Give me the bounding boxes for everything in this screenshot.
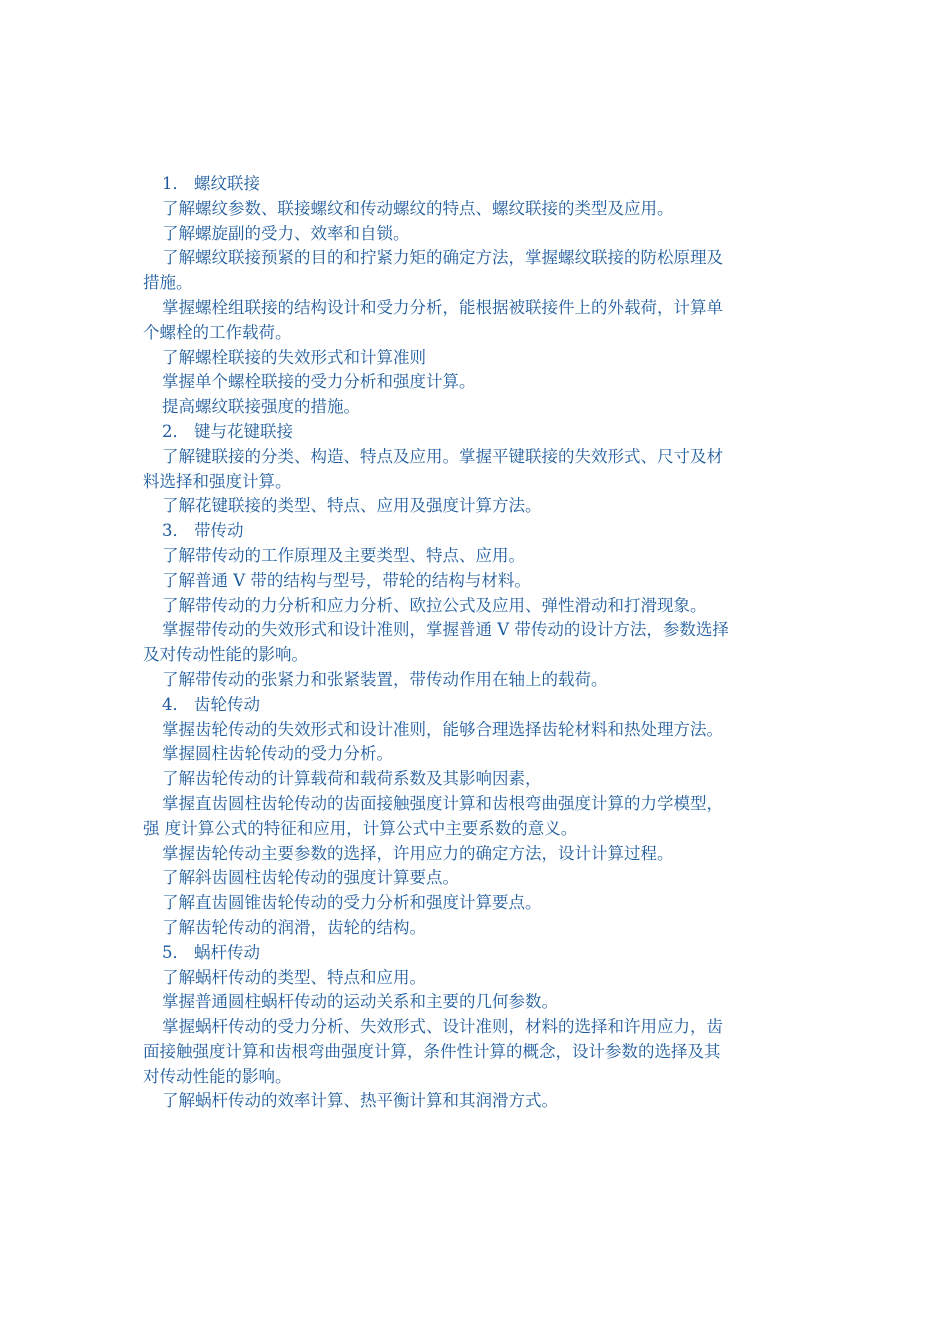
section-heading	[143, 172, 731, 197]
paragraph: 掌握螺栓组联接的结构设计和受力分析，能根据被联接件上的外载荷，计算单个螺栓的工作载荷。	[143, 297, 723, 342]
paragraph: 提高螺纹联接强度的措施。	[162, 397, 360, 417]
section-key-connection	[143, 420, 731, 519]
paragraph: 了解齿轮传动的计算载荷和载荷系数及其影响因素，	[162, 769, 542, 789]
paragraph: 了解螺纹参数、联接螺纹和传动螺纹的特点、螺纹联接的类型及应用。	[162, 198, 674, 218]
section-heading	[143, 519, 731, 544]
paragraph: 了解斜齿圆柱齿轮传动的强度计算要点。	[162, 868, 459, 888]
paragraph: 了解蜗杆传动的类型、特点和应用。	[162, 967, 426, 987]
paragraph: 了解带传动的力分析和应力分析、欧拉公式及应用、弹性滑动和打滑现象。	[162, 595, 707, 615]
paragraph: 掌握蜗杆传动的受力分析、失效形式、设计准则，材料的选择和许用应力，齿面接触强度计算和齿根弯曲强度计算，条件性计算的概念，设计参数的选择及其对传动性能的影响。	[143, 1017, 723, 1086]
section-heading	[143, 693, 731, 718]
paragraph: 掌握带传动的失效形式和设计准则，掌握普通 V 带传动的设计方法，参数选择及对传动性能的影响。	[143, 620, 729, 665]
paragraph: 了解蜗杆传动的效率计算、热平衡计算和其润滑方式。	[162, 1091, 558, 1111]
section-number: 3．	[162, 521, 189, 541]
section-title: 齿轮传动	[194, 694, 260, 714]
section-title: 键与花键联接	[194, 421, 293, 441]
paragraph: 了解螺旋副的受力、效率和自锁。	[162, 223, 410, 243]
paragraph: 了解普通 V 带的结构与型号，带轮的结构与材料。	[162, 570, 531, 590]
section-title: 螺纹联接	[194, 174, 260, 193]
paragraph: 了解直齿圆锥齿轮传动的受力分析和强度计算要点。	[162, 893, 542, 913]
document-body	[143, 172, 731, 1114]
section-heading	[143, 420, 731, 445]
paragraph: 了解带传动的工作原理及主要类型、特点、应用。	[162, 545, 525, 565]
section-title: 带传动	[194, 521, 244, 541]
section-number: 5．	[162, 942, 189, 962]
paragraph: 掌握齿轮传动主要参数的选择，许用应力的确定方法，设计计算过程。	[162, 843, 674, 863]
paragraph: 了解键联接的分类、构造、特点及应用。掌握平键联接的失效形式、尺寸及材料选择和强度计算。	[143, 446, 723, 491]
paragraph: 了解齿轮传动的润滑，齿轮的结构。	[162, 917, 426, 937]
section-gear-drive	[143, 693, 731, 941]
section-number: 4．	[162, 694, 189, 714]
paragraph: 了解花键联接的类型、特点、应用及强度计算方法。	[162, 496, 542, 516]
section-number: 1．	[162, 174, 189, 193]
section-worm-drive	[143, 941, 731, 1115]
paragraph: 掌握普通圆柱蜗杆传动的运动关系和主要的几何参数。	[162, 992, 558, 1012]
paragraph: 了解带传动的张紧力和张紧装置，带传动作用在轴上的载荷。	[162, 669, 608, 689]
paragraph: 了解螺纹联接预紧的目的和拧紧力矩的确定方法，掌握螺纹联接的防松原理及措施。	[143, 248, 723, 293]
paragraph: 了解螺栓联接的失效形式和计算准则	[162, 347, 426, 367]
paragraph: 掌握直齿圆柱齿轮传动的齿面接触强度计算和齿根弯曲强度计算的力学模型，强 度计算公式的特征和应用，计算公式中主要系数的意义。	[143, 793, 723, 838]
paragraph: 掌握单个螺栓联接的受力分析和强度计算。	[162, 372, 476, 392]
section-screw-connection	[143, 172, 731, 420]
section-number: 2．	[162, 421, 189, 441]
section-belt-drive	[143, 519, 731, 693]
paragraph: 掌握齿轮传动的失效形式和设计准则，能够合理选择齿轮材料和热处理方法。	[162, 719, 723, 739]
paragraph: 掌握圆柱齿轮传动的受力分析。	[162, 744, 393, 764]
section-heading	[143, 941, 731, 966]
section-title: 蜗杆传动	[194, 942, 260, 962]
